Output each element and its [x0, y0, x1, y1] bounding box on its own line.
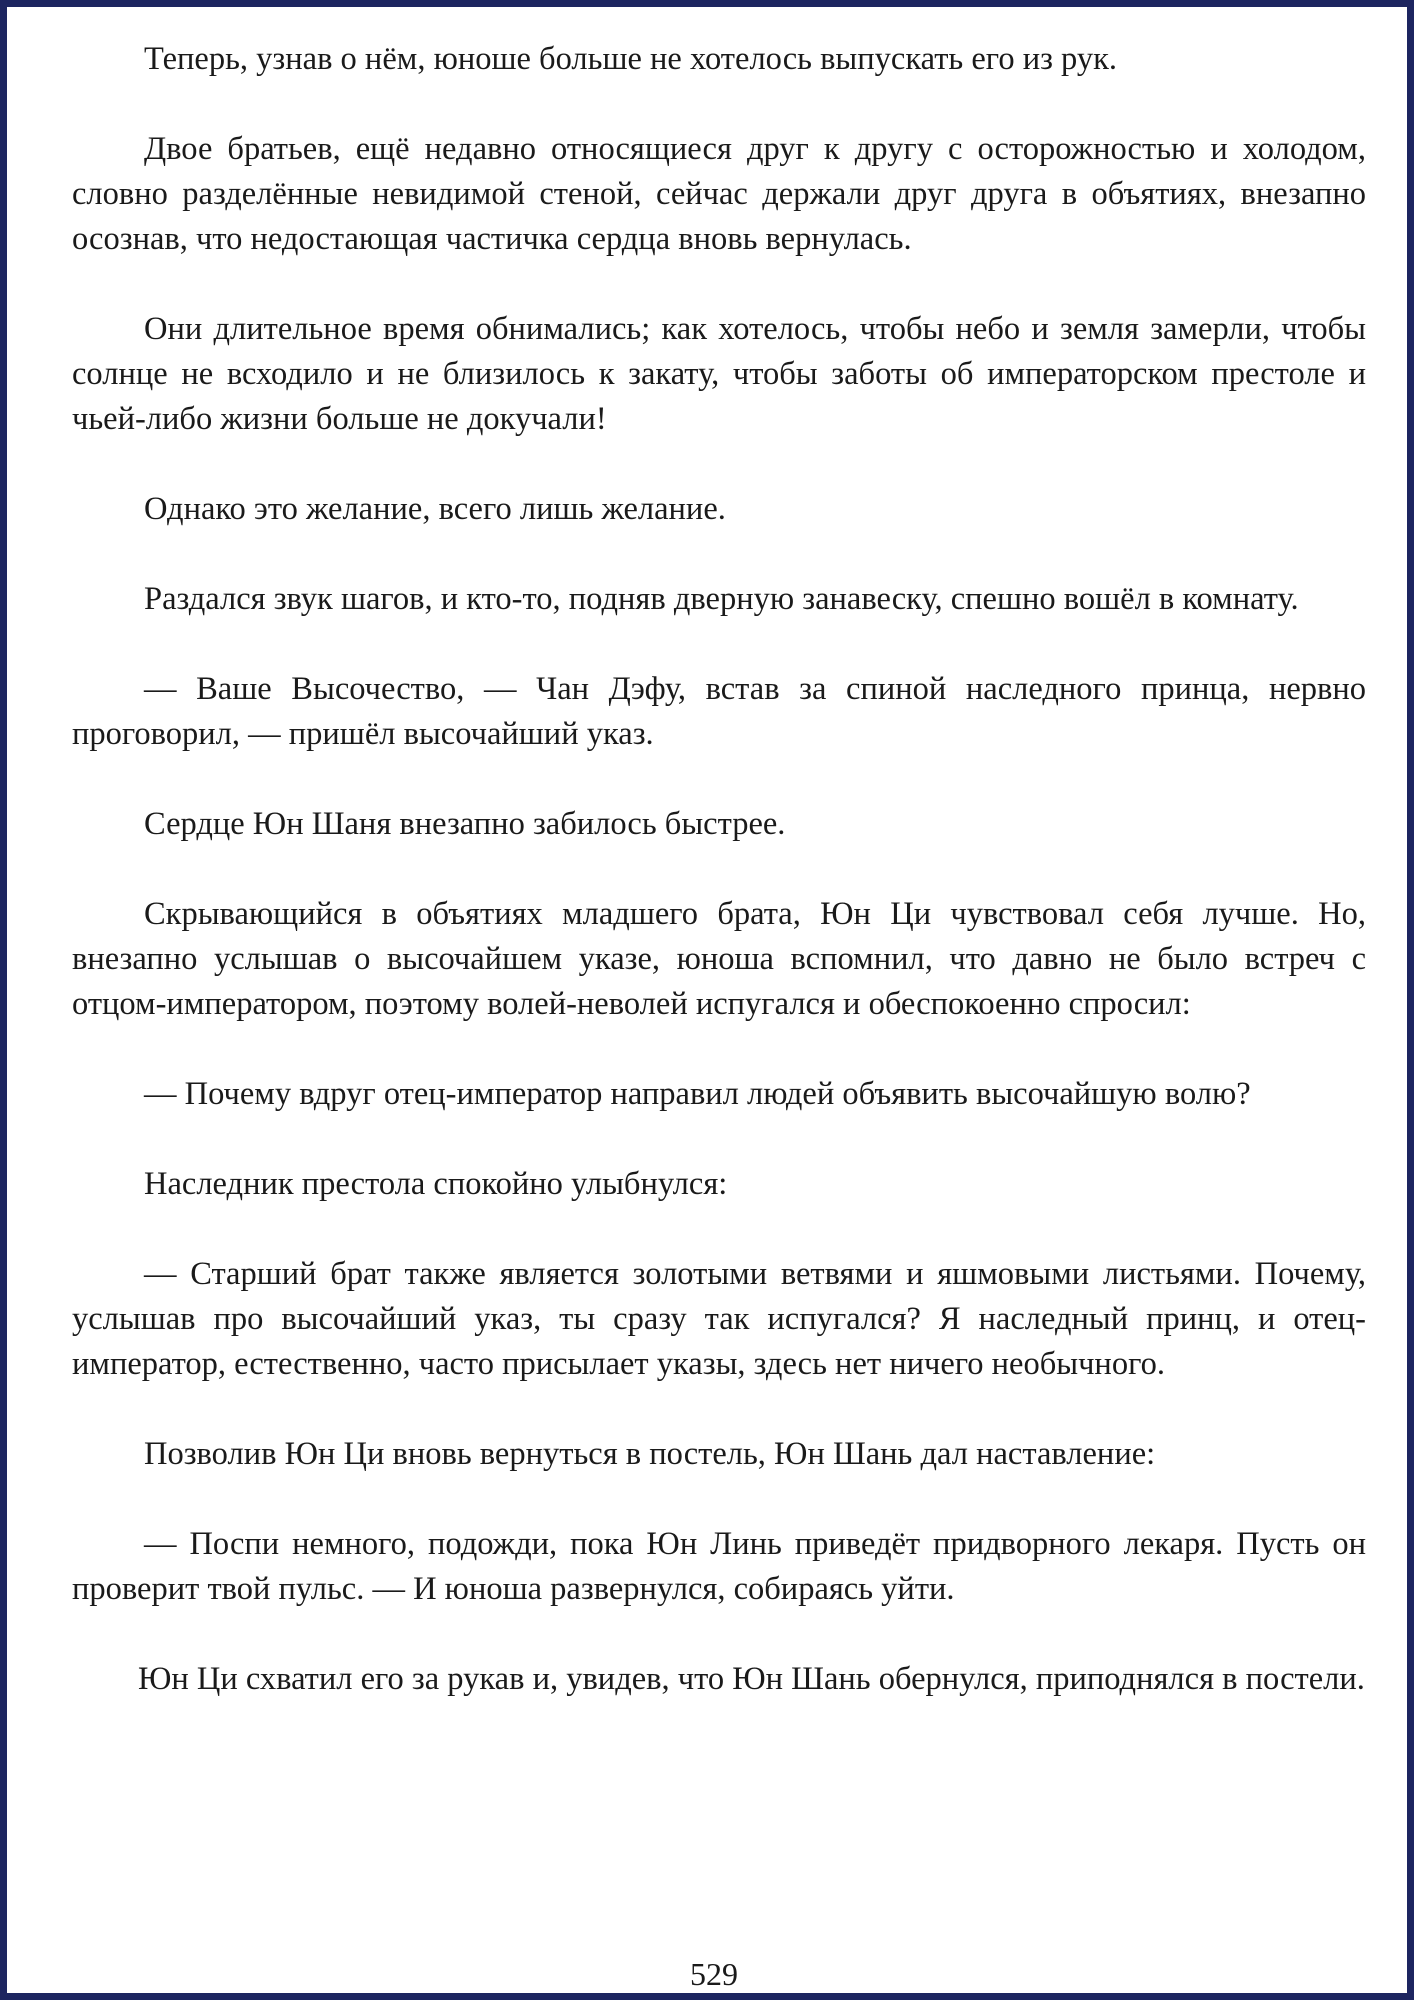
paragraph-9: — Почему вдруг отец-император направил людей объявить высочайшую волю? [144, 1076, 1251, 1112]
paragraph-3: Они длительное время обнимались; как хотелось, чтобы небо и земля замерли, чтобы солнце не всходило и не близилось к закату, чтобы заботы об императорском престоле и чьей-либо жизни больше не докучали! [72, 311, 1366, 437]
paragraph-7: Сердце Юн Шаня внезапно забилось быстрее. [144, 806, 786, 842]
paragraph-11: — Старший брат также является золотыми ветвями и яшмовыми листьями. Почему, услышав про высочайший указ, ты сразу так испугался? Я наследный принц, и отец-император, естественно, часто присылает указы, здесь нет ничего необычного. [72, 1256, 1366, 1382]
page-number: 529 [690, 1956, 738, 1992]
paragraph-1: Теперь, узнав о нём, юноше больше не хотелось выпускать его из рук. [144, 41, 1118, 77]
paragraph-13: — Поспи немного, подожди, пока Юн Линь приведёт придворного лекаря. Пусть он проверит твой пульс. — И юноша развернулся, собираясь уйти. [72, 1526, 1366, 1607]
paragraph-8: Скрывающийся в объятиях младшего брата, Юн Ци чувствовал себя лучше. Но, внезапно услышав о высочайшем указе, юноша вспомнил, что давно не было встреч с отцом-императором, поэтому волей-неволей испугался и обеспокоенно спросил: [72, 896, 1366, 1022]
paragraph-14: Юн Ци схватил его за рукав и, увидев, что Юн Шань обернулся, приподнялся в постели. [138, 1661, 1365, 1697]
paragraph-2: Двое братьев, ещё недавно относящиеся друг к другу с осторожностью и холодом, словно разделённые невидимой стеной, сейчас держали друг друга в объятиях, внезапно осознав, что недостающая частичка сердца вновь вернулась. [72, 131, 1366, 257]
paragraph-4: Однако это желание, всего лишь желание. [144, 491, 726, 527]
paragraph-6: — Ваше Высочество, — Чан Дэфу, встав за спиной наследного принца, нервно проговорил, — пришёл высочайший указ. [72, 671, 1366, 752]
paragraph-5: Раздался звук шагов, и кто-то, подняв дверную занавеску, спешно вошёл в комнату. [144, 581, 1299, 617]
text-body [72, 37, 1366, 1747]
paragraph-10: Наследник престола спокойно улыбнулся: [144, 1166, 728, 1202]
paragraph-12: Позволив Юн Ци вновь вернуться в постель, Юн Шань дал наставление: [144, 1436, 1156, 1472]
